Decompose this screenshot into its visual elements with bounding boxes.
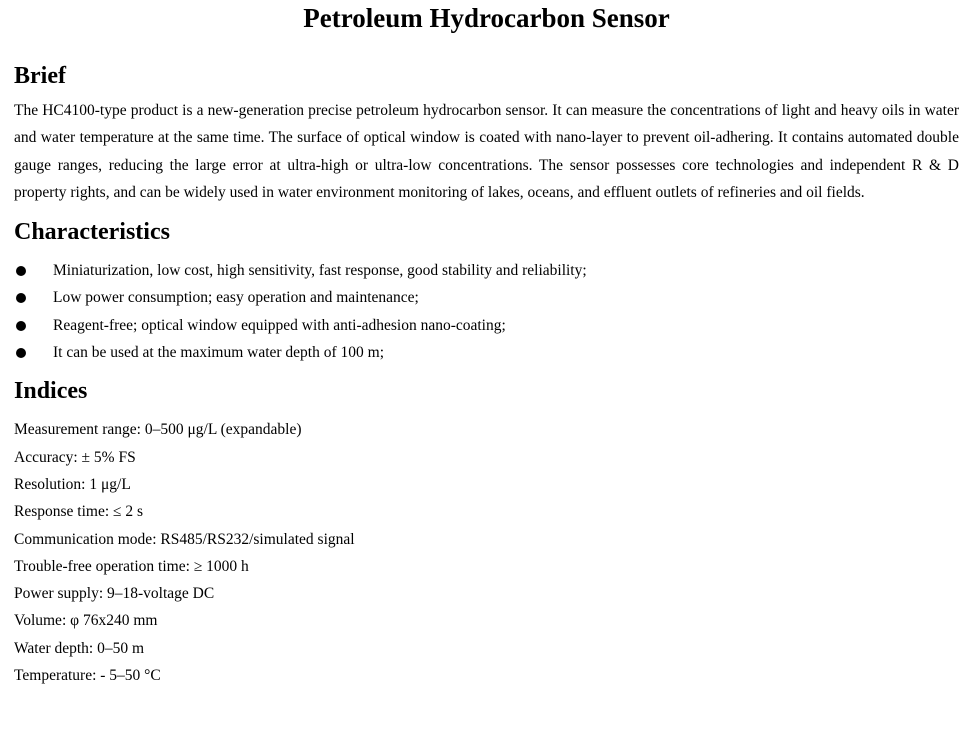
characteristic-text: It can be used at the maximum water depth of 100 m;: [53, 344, 385, 362]
characteristic-text: Miniaturization, low cost, high sensitivity, fast response, good stability and reliability;: [53, 262, 587, 280]
bullet-icon: [16, 293, 26, 303]
index-resolution: Resolution: 1 μg/L: [14, 475, 131, 493]
indices-list: [14, 416, 959, 689]
bullet-icon: [16, 348, 26, 358]
index-power-supply: Power supply: 9–18-voltage DC: [14, 585, 215, 603]
bullet-icon: [16, 266, 26, 276]
index-accuracy: Accuracy: ± 5% FS: [14, 448, 136, 466]
brief-heading: Brief: [14, 63, 66, 89]
brief-paragraph: The HC4100-type product is a new-generation precise petroleum hydrocarbon sensor. It can measure the concentrations of light and heavy oils in water and water temperature at the same time. The surface of optical window is coated with nano-layer to prevent oil-adhering. It contains automated double gauge ranges, reducing the large error at ultra-high or ultra-low concentrations. The sensor possesses core technologies and independent R & D property rights, and can be widely used in water environment monitoring of lakes, oceans, and effluent outlets of refineries and oil fields.: [14, 102, 959, 201]
list-item: [14, 257, 959, 284]
bullet-icon: [16, 321, 26, 331]
characteristic-text: Reagent-free; optical window equipped with anti-adhesion nano-coating;: [53, 316, 506, 334]
index-trouble-free-time: Trouble-free operation time: ≥ 1000 h: [14, 557, 249, 575]
indices-heading: Indices: [14, 378, 88, 405]
page-title: Petroleum Hydrocarbon Sensor: [303, 3, 670, 33]
list-item: [14, 312, 959, 339]
index-communication-mode: Communication mode: RS485/RS232/simulated signal: [14, 530, 355, 548]
characteristics-heading: Characteristics: [14, 219, 170, 246]
index-temperature: Temperature: - 5–50 °C: [14, 667, 161, 685]
index-volume: Volume: φ 76x240 mm: [14, 612, 158, 630]
index-response-time: Response time: ≤ 2 s: [14, 503, 144, 521]
characteristics-list: [14, 257, 959, 366]
index-measurement-range: Measurement range: 0–500 μg/L (expandable): [14, 421, 302, 439]
index-water-depth: Water depth: 0–50 m: [14, 639, 145, 657]
list-item: [14, 284, 959, 311]
characteristic-text: Low power consumption; easy operation and maintenance;: [53, 289, 419, 307]
list-item: [14, 339, 959, 366]
